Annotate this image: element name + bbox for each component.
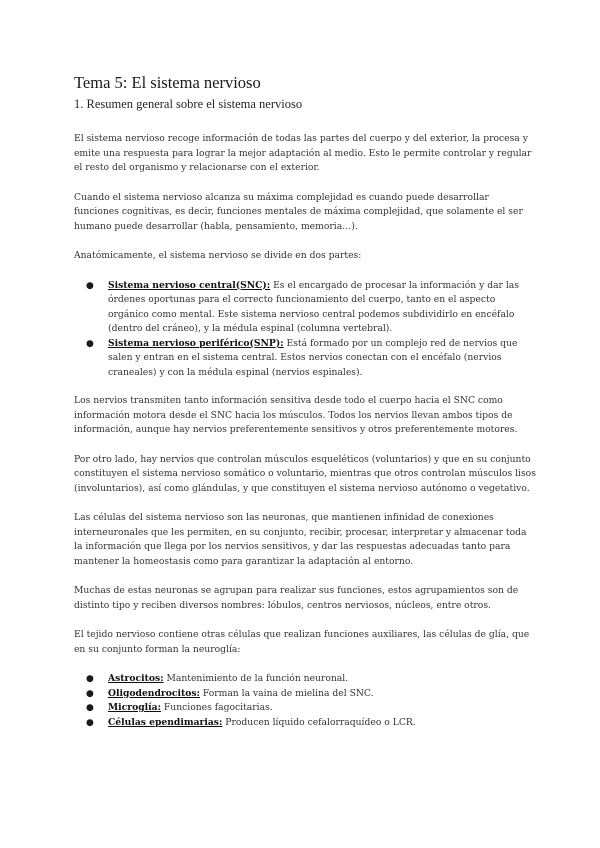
list-item-oligodendrocitos — [74, 687, 536, 702]
paragraph-somatic: Por otro lado, hay nervios que controlan músculos esqueléticos (voluntarios) y que en su conjunto constituyen el sistema nervioso somático o voluntario, mientras que otros controlan músculos lisos (involuntarios), así como glándulas, y que constituyen el sistema nervioso autónomo o vegetativo. — [74, 453, 536, 494]
divisions-list — [74, 279, 536, 381]
paragraph-groupings: Muchas de estas neuronas se agrupan para realizar sus funciones, estos agrupamientos son de distinto tipo y reciben diversos nombres: lóbulos, centros nerviosos, núcleos, entre otros. — [74, 585, 519, 611]
bullet-icon: ● — [86, 703, 94, 713]
term-ependimarias: Células ependimarias: — [108, 716, 223, 728]
list-item-ependimarias — [74, 716, 536, 731]
description-microglia: Funciones fagocitarias. — [163, 702, 273, 713]
description-snp: Está formado por un complejo red de nervios que salen y entran en el sistema central. Estos nervios conectan con el encéfalo (nervios craneales) y con la médula espinal (nervios espinales). — [108, 337, 518, 378]
term-snc: Sistema nervioso central(SNC): — [108, 279, 271, 291]
description-astrocitos: Mantenimiento de la función neuronal. — [166, 673, 349, 684]
list-item-snp — [74, 337, 536, 381]
paragraph-neurons: Las células del sistema nervioso son las neuronas, que mantienen infinidad de conexiones interneuronales que les permiten, en su conjunto, recibir, procesar, interpretar y almacenar toda la información que llega por los nervios sensitivos, y dar las respuestas adecuadas tanto para mantener la homeostasis como para garantizar la adaptación al entorno. — [74, 512, 527, 567]
bullet-icon: ● — [86, 717, 94, 728]
list-item-snc — [74, 279, 536, 337]
glia-list — [74, 672, 536, 730]
section-title: 1. Resumen general sobre el sistema nervioso — [74, 97, 303, 111]
paragraph-anatomy: Anatómicamente, el sistema nervioso se divide en dos partes: — [74, 250, 362, 261]
paragraph-intro: El sistema nervioso recoge información de todas las partes del cuerpo y del exterior, la procesa y emite una respuesta para lograr la mejor adaptación al medio. Esto le permite controlar y regular el resto del organismo y relacionarse con el exterior. — [74, 133, 532, 173]
paragraph-cognitive: Cuando el sistema nervioso alcanza su máxima complejidad es cuando puede desarrollar funciones cognitivas, es decir, funciones mentales de máxima complejidad, que solamente el ser humano puede desarrollar (habla, pensamiento, memoria…). — [74, 191, 523, 232]
term-oligodendrocitos: Oligodendrocitos: — [108, 687, 200, 699]
description-snc: Es el encargado de procesar la información y dar las órdenes oportunas para el correcto funcionamiento del cuerpo, tanto en el aspecto orgánico como mental. Este sistema nervioso central podemos subdividirlo en encéfalo (dentro del cráneo), y la médula espinal (columna vertebral). — [108, 279, 519, 334]
paragraph-nerves: Los nervios transmiten tanto información sensitiva desde todo el cuerpo hacia el SNC como información motora desde el SNC hacia los músculos. Todos los nervios llevan ambos tipos de información, aunque hay nervios preferentemente sensitivos y otros preferentemente motores. — [74, 395, 518, 435]
term-microglia: Microglía: — [108, 702, 161, 713]
paragraph-glia: El tejido nervioso contiene otras células que realizan funciones auxiliares, las células de glía, que en su conjunto forman la neuroglía: — [74, 629, 530, 655]
bullet-icon: ● — [86, 674, 94, 684]
bullet-icon: ● — [86, 338, 94, 349]
bullet-icon: ● — [86, 280, 94, 291]
term-snp: Sistema nervioso periférico(SNP): — [108, 337, 284, 349]
description-ependimarias: Producen líquido cefalorraquídeo o LCR. — [225, 716, 416, 728]
description-oligodendrocitos: Forman la vaina de mielina del SNC. — [202, 687, 374, 699]
bullet-icon: ● — [86, 688, 94, 699]
term-astrocitos: Astrocitos: — [108, 673, 164, 684]
document-body — [74, 72, 536, 744]
list-item-astrocitos — [74, 672, 536, 687]
page-title: Tema 5: El sistema nervioso — [74, 73, 261, 92]
list-item-microglia — [74, 701, 536, 716]
